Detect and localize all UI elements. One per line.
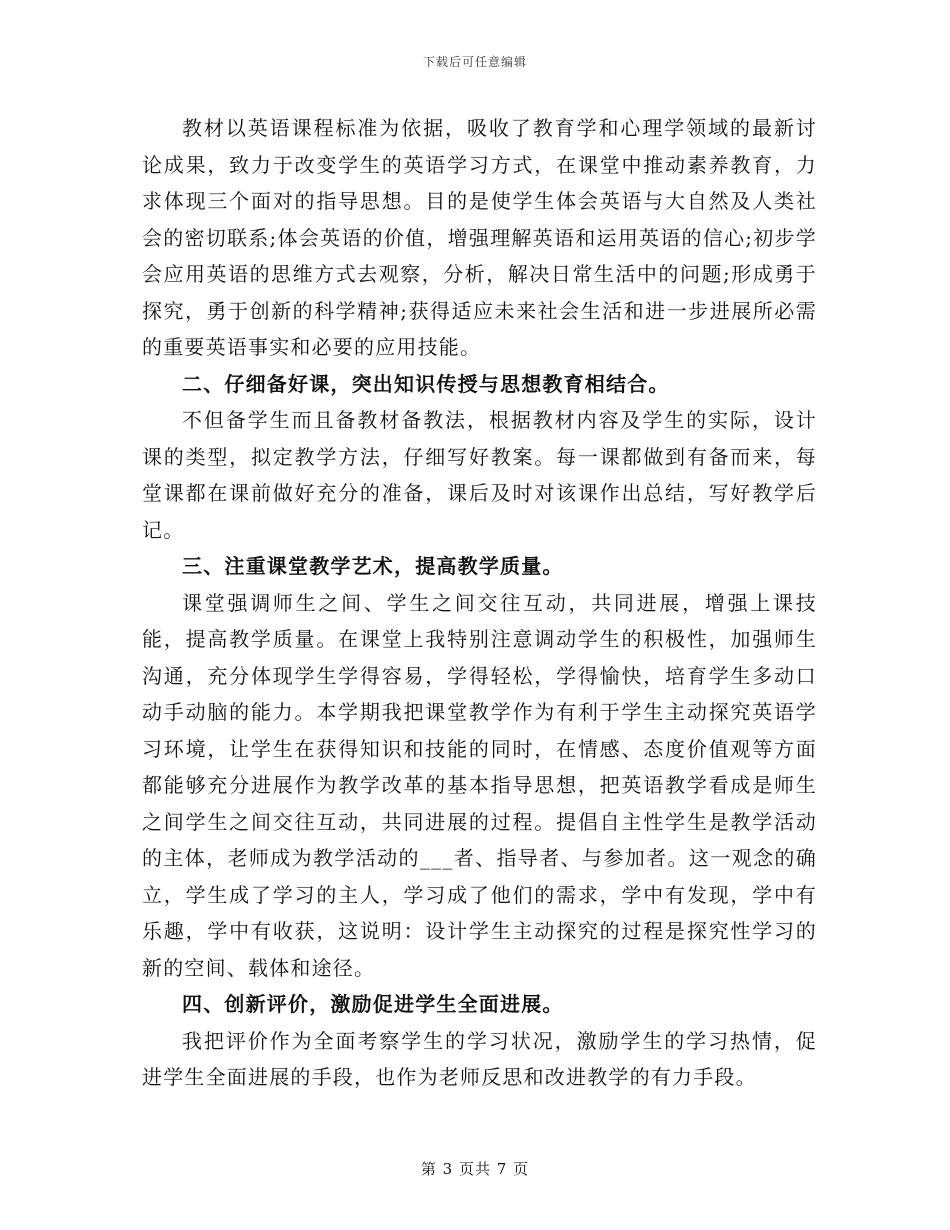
heading-evaluation: 四、创新评价，激励促进学生全面进展。 bbox=[182, 992, 564, 1016]
page-header: 下载后可任意编辑 bbox=[422, 55, 527, 69]
paragraph-evaluation: 我把评价作为全面考察学生的学习状况，激励学生的学习热情，促进学生全面进展的手段，也作为老师反思和改进教学的有力手段。 bbox=[142, 1028, 817, 1089]
paragraph-textbook: 教材以英语课程标准为依据，吸收了教育学和心理学领域的最新讨论成果，致力于改变学生的英语学习方式，在课堂中推动素养教育，力求体现三个面对的指导思想。目的是使学生体会英语与大自然及人类社会的密切联系;体会英语的价值，增强理解英语和运用英语的信心;初步学会应用英语的思维方式去观察，分析，解决日常生活中的问题;形成勇于探究，勇于创新的科学精神;获得适应未来社会生活和进一步进展所必需的重要英语事实和必要的应用技能。 bbox=[142, 116, 817, 359]
heading-lesson-prep: 二、仔细备好课，突出知识传授与思想教育相结合。 bbox=[182, 371, 670, 396]
heading-classroom-art: 三、注重课堂教学艺术，提高教学质量。 bbox=[182, 554, 564, 578]
document-body bbox=[142, 110, 817, 1096]
paragraph-lesson-prep: 不但备学生而且备教材备教法，根据教材内容及学生的实际，设计课的类型，拟定教学方法，仔细写好教案。每一课都做到有备而来，每堂课都在课前做好充分的准备，课后及时对该课作出总结，写好教学后记。 bbox=[142, 408, 817, 542]
paragraph-classroom-art: 课堂强调师生之间、学生之间交往互动，共同进展，增强上课技能，提高教学质量。在课堂上我特别注意调动学生的积极性，加强师生沟通，充分体现学生学得容易，学得轻松，学得愉快，培育学生多动口动手动脑的能力。本学期我把课堂教学作为有利于学生主动探究英语学习环境，让学生在获得知识和技能的同时，在情感、态度价值观等方面都能够充分进展作为教学改革的基本指导思想，把英语教学看成是师生之间学生之间交往互动，共同进展的过程。提倡自主性学生是教学活动的主体，老师成为教学活动的___者、指导者、与参加者。这一观念的确立，学生成了学习的主人，学习成了他们的需求，学中有发现，学中有乐趣，学中有收获，这说明：设计学生主动探究的过程是探究性学习的新的空间、载体和途径。 bbox=[142, 590, 817, 980]
page-number: 第 3 页共 7 页 bbox=[420, 1160, 530, 1178]
